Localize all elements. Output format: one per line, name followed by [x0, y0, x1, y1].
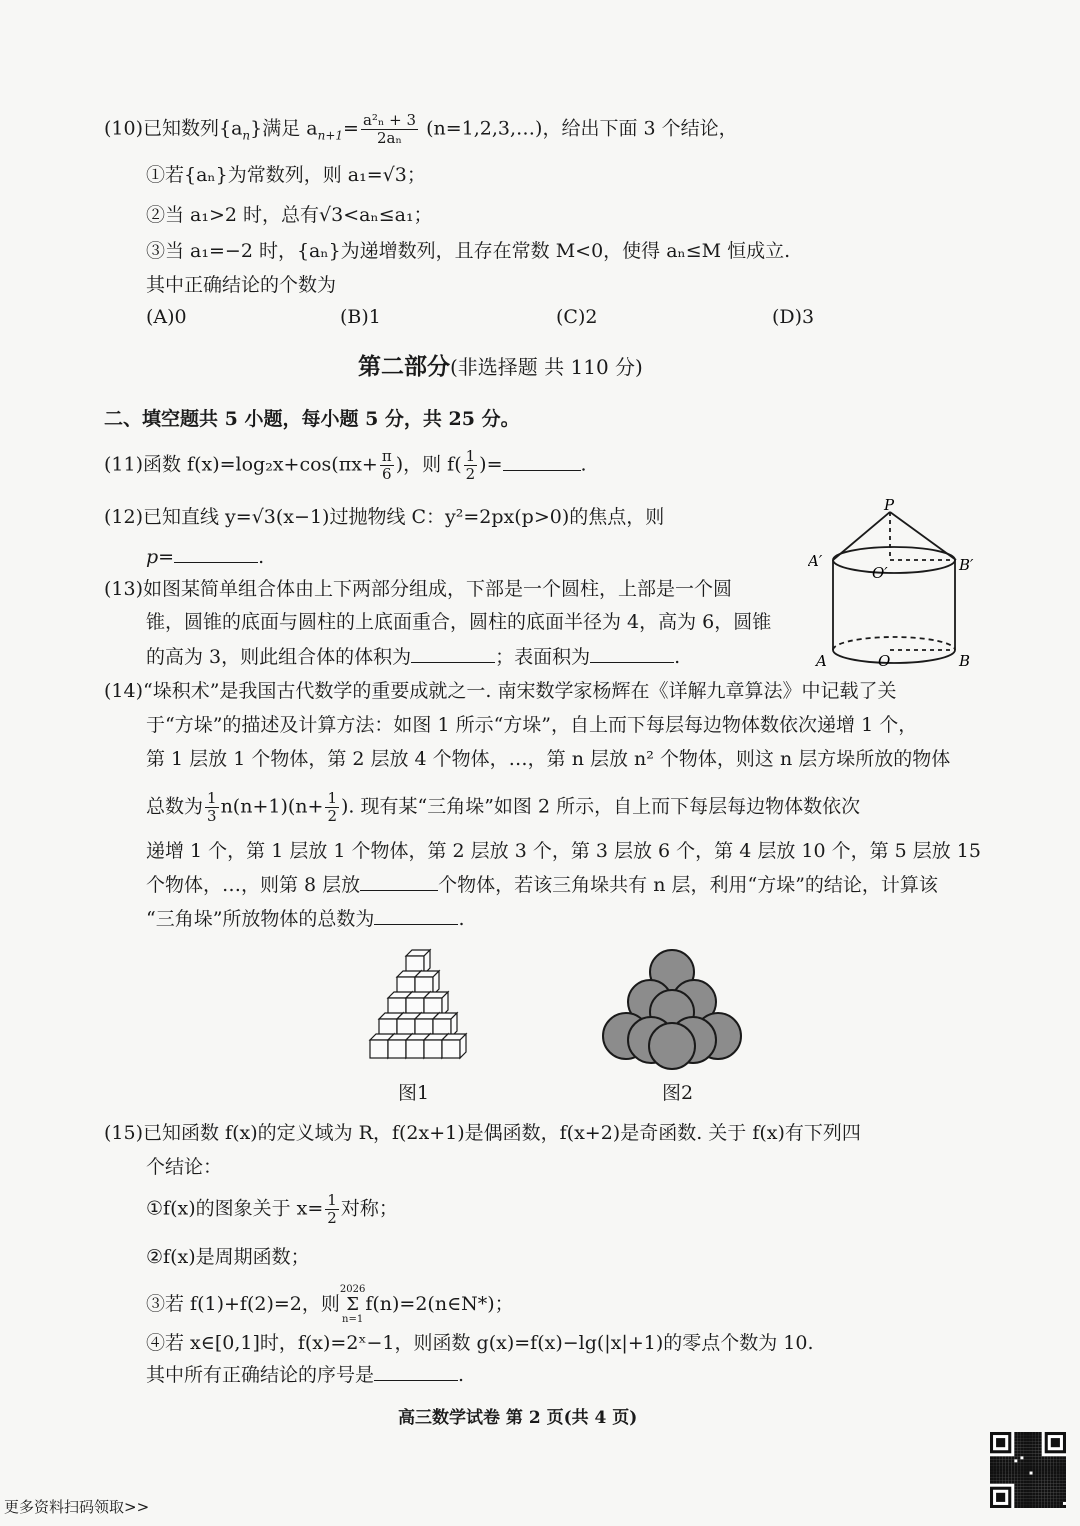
- cone-cylinder-figure: [808, 498, 984, 676]
- page-footer: 高三数学试卷 第 2 页(共 4 页): [398, 1408, 638, 1428]
- q10-fraction: $\frac{\text{a²ₙ + 3}}{\text{2aₙ}}$: [362, 111, 417, 147]
- q11: (11)函数 f(x)=log₂x+cos(πx+ $\frac{\pi}{6}$ )，则 f( $\frac{1}{2}$ )= .: [104, 447, 587, 483]
- q14-line2: 于“方垛”的描述及计算方法：如图 1 所示“方垛”，自上而下每层每边物体数依次递增 1 个，: [146, 714, 918, 736]
- q14-line5: 递增 1 个，第 1 层放 1 个物体，第 2 层放 3 个，第 3 层放 6 个，第 4 层放 10 个，第 5 层放 15: [146, 840, 981, 862]
- q13-line2: 锥，圆锥的底面与圆柱的上底面重合，圆柱的底面半径为 4，高为 6，圆锥: [146, 611, 772, 633]
- q15-conclusion-3: ③若 f(1)+f(2)=2，则 2026 Σ n=1 f(n)=2(n∈N*)；: [146, 1284, 514, 1325]
- figure-2-caption: 图2: [662, 1082, 694, 1104]
- q10-conclusion-1: ①若{aₙ}为常数列，则 a₁=√3；: [146, 164, 426, 186]
- q15-line1: (15)已知函数 f(x)的定义域为 R，f(2x+1)是偶函数，f(x+2)是奇函数. 关于 f(x)有下列四: [104, 1122, 861, 1144]
- label-a: A: [816, 652, 827, 670]
- q12-line2: p= .: [146, 546, 265, 568]
- q10-option-c: (C)2: [556, 306, 598, 328]
- q13-area-blank[interactable]: [590, 646, 674, 663]
- q15-conclusion-4: ④若 x∈[0,1]时，f(x)=2ˣ−1，则函数 g(x)=f(x)−lg(|x|+1)的零点个数为 10.: [146, 1332, 814, 1354]
- q14-line4: 总数为 $\frac{1}{3}$ n(n+1)(n+ $\frac{1}{2}$ ). 现有某“三角垛”如图 2 所示，自上而下每层每边物体数依次: [146, 789, 861, 825]
- part2-heading: [358, 354, 643, 382]
- more-resources-link[interactable]: 更多资料扫码领取>>: [4, 1498, 150, 1516]
- square-pile-figure: [338, 940, 498, 1064]
- q10-stem: (10)已知数列$\{a_n\}$满足 $a_{n+1}=$ $\frac{\text{a²ₙ + 3}}{\text{2aₙ}}$ (n=1,2,3,…)，给出下面 3 个结论，: [104, 111, 738, 147]
- cube: [442, 1034, 466, 1058]
- q13-volume-blank[interactable]: [411, 646, 495, 663]
- qr-code-icon[interactable]: [990, 1432, 1066, 1508]
- part2-subtitle: (非选择题 共 110 分): [450, 355, 643, 379]
- q15-ask: 其中所有正确结论的序号是 .: [146, 1364, 465, 1386]
- section2-heading: 二、填空题共 5 小题，每小题 5 分，共 25 分。: [104, 408, 520, 430]
- label-b-prime: B′: [959, 556, 974, 574]
- q15-conclusion-1: ①f(x)的图象关于 x= $\frac{1}{2}$ 对称；: [146, 1191, 398, 1227]
- part2-title: 第二部分: [358, 354, 450, 380]
- q10-option-d: (D)3: [772, 306, 815, 328]
- q12-answer-blank[interactable]: [174, 546, 258, 563]
- q15-answer-blank[interactable]: [374, 1364, 458, 1381]
- ball: [649, 1023, 695, 1069]
- q15-conclusion-2: ②f(x)是周期函数；: [146, 1246, 310, 1268]
- q14-total-blank[interactable]: [374, 908, 458, 925]
- q13-line3: 的高为 3，则此组合体的体积为 ；表面积为 .: [146, 646, 681, 668]
- q10-conclusion-3: ③当 a₁=−2 时，{aₙ}为递增数列，且存在常数 M<0，使得 aₙ≤M 恒成立.: [146, 240, 791, 262]
- q12-line1: (12)已知直线 y=√3(x−1)过抛物线 C：y²=2px(p>0)的焦点，则: [104, 506, 665, 528]
- cylinder-bottom-front-arc: [833, 650, 955, 663]
- q10-option-a: (A)0: [146, 306, 187, 328]
- triangular-pile-figure: [596, 942, 748, 1072]
- label-b: B: [959, 652, 971, 670]
- q10-conclusion-2: ②当 a₁>2 时，总有√3<aₙ≤a₁；: [146, 204, 433, 226]
- q10-option-b: (B)1: [340, 306, 381, 328]
- q11-answer-blank[interactable]: [503, 454, 581, 471]
- label-p: P: [884, 498, 895, 514]
- q10-ask: 其中正确结论的个数为: [146, 274, 337, 296]
- label-o: O: [878, 652, 891, 670]
- label-a-prime: A′: [808, 552, 823, 570]
- cylinder-bottom-back-arc: [833, 637, 955, 650]
- q14-line1: (14)“垛积术”是我国古代数学的重要成就之一. 南宋数学家杨辉在《详解九章算法》中记载了关: [104, 680, 897, 702]
- q13-line1: (13)如图某简单组合体由上下两部分组成，下部是一个圆柱，上部是一个圆: [104, 578, 733, 600]
- q14-line3: 第 1 层放 1 个物体，第 2 层放 4 个物体，…，第 n 层放 n² 个物体，则这 n 层方垛所放的物体: [146, 748, 951, 770]
- q14-layer8-blank[interactable]: [360, 874, 438, 891]
- label-o-prime: O′: [872, 564, 888, 582]
- q14-line6: 个物体，…，则第 8 层放 个物体，若该三角垛共有 n 层，利用“方垛”的结论，计算该: [146, 874, 938, 896]
- summation: 2026 Σ n=1: [339, 1284, 366, 1325]
- q14-line7: “三角垛”所放物体的总数为 .: [146, 908, 465, 930]
- q15-line2: 个结论：: [146, 1156, 223, 1178]
- figure-1-caption: 图1: [398, 1082, 430, 1104]
